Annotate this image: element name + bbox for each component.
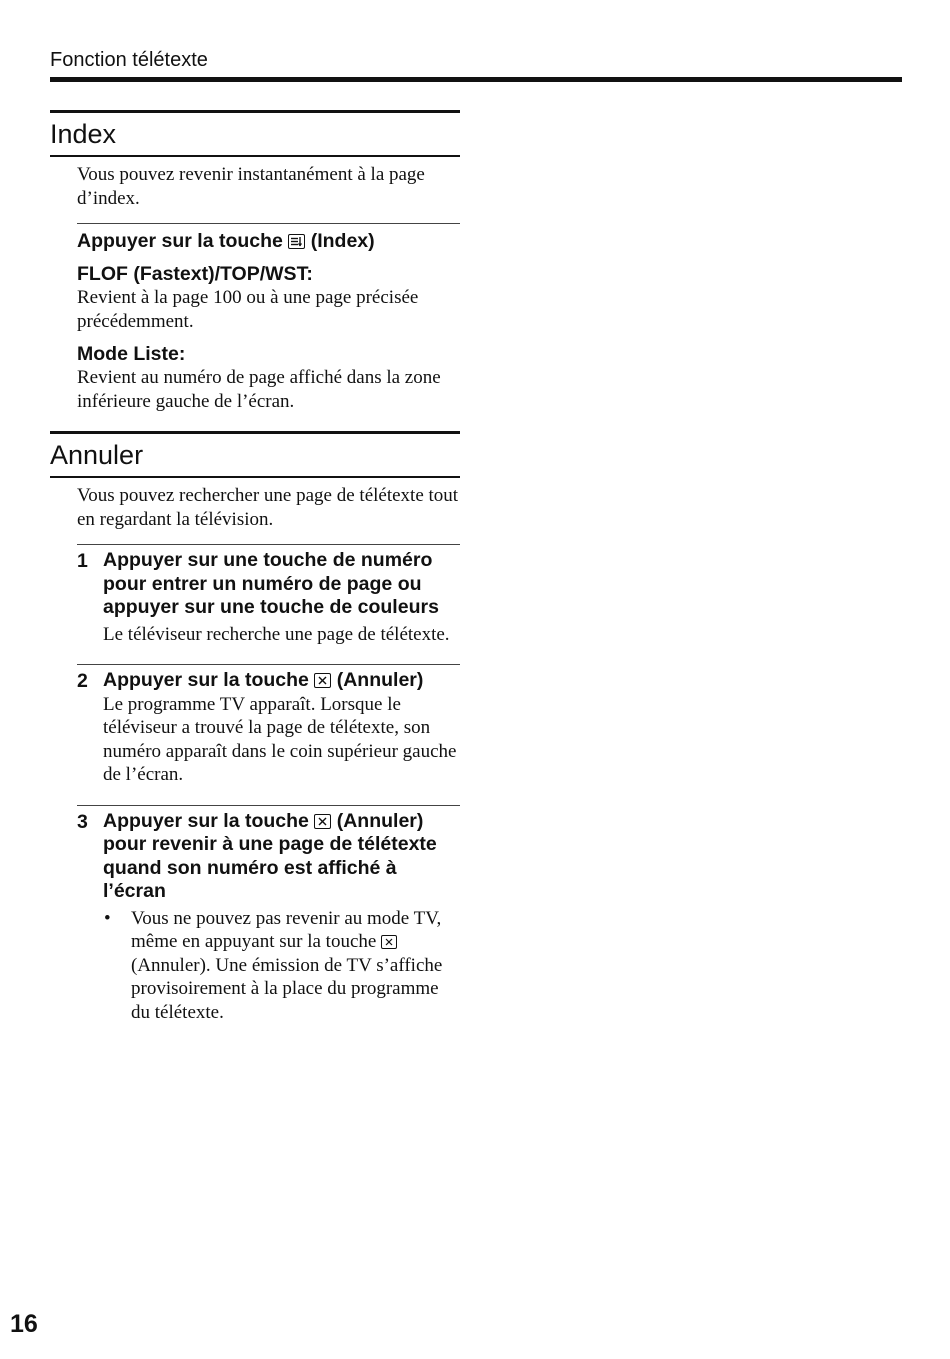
step-number: 3 — [77, 810, 88, 833]
page-number: 16 — [10, 1310, 38, 1338]
annuler-title: Annuler — [50, 431, 460, 478]
bullet-text-suffix: (Annuler). Une émission de TV s’affiche provisoirement à la place du programme du télétexte. — [131, 954, 443, 1023]
cancel-icon — [314, 673, 331, 688]
annuler-intro: Vous pouvez rechercher une page de télétexte tout en regardant la télévision. — [77, 484, 460, 545]
step-heading-suffix: (Annuler) — [331, 669, 424, 691]
flof-heading: FLOF (Fastext)/TOP/WST: — [77, 263, 313, 285]
step-heading-prefix: Appuyer sur la touche — [103, 809, 315, 832]
step-heading-prefix: Appuyer sur la touche — [103, 669, 315, 691]
index-action-suffix: (Index) — [305, 230, 375, 252]
step-body: Le programme TV apparaît. Lorsque le téléviseur a trouvé la page de télétexte, son numéro apparaît dans le coin supérieur gauche de l’écran. — [103, 693, 457, 785]
step-heading: Appuyer sur une touche de numéro pour entrer un numéro de page ou appuyer sur une touche de couleurs — [103, 549, 439, 618]
divider — [77, 664, 460, 665]
list-mode-text: Revient au numéro de page affiché dans la zone inférieure gauche de l’écran. — [77, 367, 441, 412]
running-header: Fonction télétexte — [50, 49, 208, 71]
index-action-prefix: Appuyer sur la touche — [77, 230, 289, 252]
step-body: Le téléviseur recherche une page de télétexte. — [103, 623, 450, 645]
note-bullet — [104, 907, 460, 1025]
divider — [77, 805, 460, 806]
list-mode-heading: Mode Liste: — [77, 343, 186, 365]
step-number: 2 — [77, 670, 88, 692]
step-heading — [103, 810, 460, 904]
step-number: 1 — [77, 550, 88, 572]
step-heading-suffix: (Annuler) pour revenir à une page de télétexte quand son numéro est affiché à l’écran — [103, 809, 437, 902]
bullet-text — [131, 907, 460, 1025]
step-3 — [77, 810, 460, 1025]
step-1 — [77, 549, 460, 646]
index-icon — [288, 234, 305, 249]
step-2 — [77, 669, 460, 787]
index-section — [50, 110, 460, 413]
index-title: Index — [50, 110, 460, 157]
index-action — [77, 229, 460, 253]
cancel-icon — [381, 935, 397, 949]
cancel-icon — [314, 814, 331, 829]
annuler-section — [50, 431, 460, 1024]
bullet-text-prefix: Vous ne pouvez pas revenir au mode TV, même en appuyant sur la touche — [131, 907, 442, 952]
header-rule — [50, 77, 902, 82]
index-intro: Vous pouvez revenir instantanément à la page d’index. — [77, 163, 460, 224]
flof-text: Revient à la page 100 ou à une page précisée précédemment. — [77, 287, 419, 332]
step-heading — [103, 669, 460, 693]
bullet-dot: • — [104, 907, 111, 929]
